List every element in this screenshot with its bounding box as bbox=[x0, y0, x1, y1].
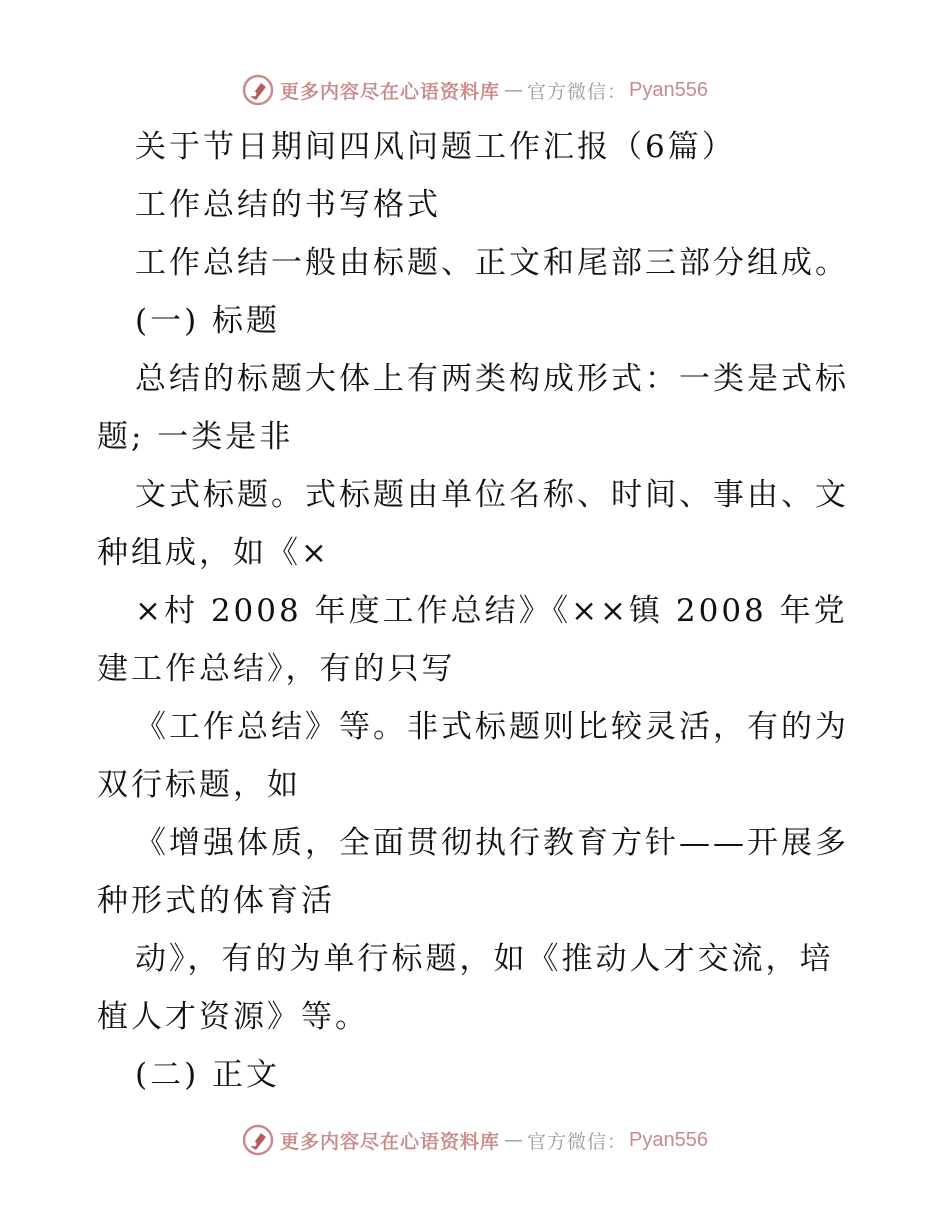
document-title: 关于节日期间四风问题工作汇报（6篇） bbox=[135, 129, 736, 165]
paragraph-line: 种形式的体育活 bbox=[97, 883, 335, 919]
paragraph-line: 总结的标题大体上有两类构成形式：一类是式标 bbox=[135, 361, 849, 397]
paragraph-line: 种组成，如《× bbox=[97, 535, 330, 571]
paragraph-line: 《增强体质，全面贯彻执行教育方针——开展多 bbox=[135, 825, 849, 861]
header-watermark bbox=[0, 70, 950, 110]
pen-nib-logo-icon bbox=[242, 1124, 274, 1156]
watermark-text: 更多内容尽在心语资料库 bbox=[280, 80, 501, 103]
watermark-separator: — bbox=[504, 79, 524, 101]
subheading-title: (一) 标题 bbox=[135, 303, 281, 339]
paragraph-line: 题; 一类是非 bbox=[97, 419, 294, 455]
paragraph-line: 建工作总结》，有的只写 bbox=[97, 651, 456, 687]
paragraph-line: ×村 2008 年度工作总结》《××镇 2008 年党 bbox=[135, 593, 848, 629]
pen-nib-logo-icon bbox=[242, 74, 274, 106]
paragraph-line: 植人才资源》等。 bbox=[97, 999, 369, 1035]
document-body bbox=[97, 118, 857, 1104]
paragraph-line: 文式标题。式标题由单位名称、时间、事由、文 bbox=[135, 477, 849, 513]
footer-watermark bbox=[0, 1120, 950, 1160]
subheading-body: (二) 正文 bbox=[135, 1057, 281, 1093]
watermark-handle: Pyan556 bbox=[629, 78, 708, 101]
watermark-official-label: 官方微信： bbox=[527, 1130, 628, 1153]
paragraph-line: 《工作总结》等。非式标题则比较灵活，有的为 bbox=[135, 709, 849, 745]
section-heading: 工作总结的书写格式 bbox=[135, 187, 441, 223]
watermark-text: 更多内容尽在心语资料库 bbox=[280, 1130, 501, 1153]
paragraph-line: 动》，有的为单行标题，如《推动人才交流，培 bbox=[135, 941, 834, 977]
paragraph-line: 双行标题，如 bbox=[97, 767, 301, 803]
watermark-separator: — bbox=[504, 1129, 524, 1151]
paragraph-line: 工作总结一般由标题、正文和尾部三部分组成。 bbox=[135, 245, 849, 281]
watermark-official-label: 官方微信： bbox=[527, 80, 628, 103]
watermark-handle: Pyan556 bbox=[629, 1128, 708, 1151]
